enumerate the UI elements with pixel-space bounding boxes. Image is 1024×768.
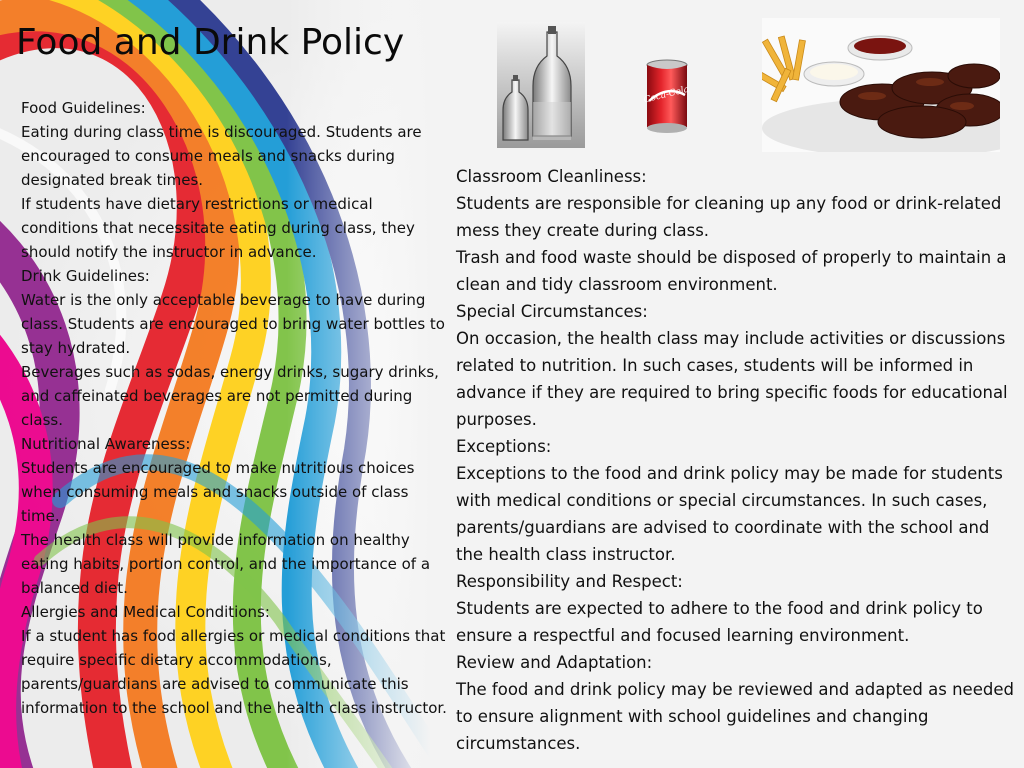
can-brand-logo: Coca-Cola	[642, 84, 691, 106]
section-heading-exceptions: Exceptions:	[456, 437, 552, 456]
policy-paragraph: The food and drink policy may be reviewed and adapted as needed to ensure alignment with school guidelines and changing circumstances.	[456, 680, 1014, 753]
left-policy-column	[21, 96, 449, 720]
policy-paragraph: If a student has food allergies or medical conditions that require specific dietary accommodations, parents/guardians are advised to communicate this information to the school and the health class instructor.	[21, 627, 447, 717]
policy-paragraph: Exceptions to the food and drink policy may be made for students with medical conditions or special circumstances. In such cases, parents/guardians are advised to coordinate with the school and the health class instructor.	[456, 464, 1003, 564]
policy-paragraph: Beverages such as sodas, energy drinks, sugary drinks, and caffeinated beverages are not permitted during class.	[21, 363, 439, 429]
section-heading-classroom-cleanliness: Classroom Cleanliness:	[456, 167, 647, 186]
food-plate-photo	[762, 18, 1000, 152]
section-heading-allergies: Allergies and Medical Conditions:	[21, 603, 270, 621]
policy-paragraph: On occasion, the health class may include activities or discussions related to nutrition. In such cases, students will be informed in advance if they are required to bring specific foods for educational purposes.	[456, 329, 1008, 429]
section-heading-review: Review and Adaptation:	[456, 653, 653, 672]
water-bottles-photo	[497, 22, 585, 148]
policy-paragraph: Trash and food waste should be disposed of properly to maintain a clean and tidy classroom environment.	[456, 248, 1007, 294]
policy-paragraph: The health class will provide information on healthy eating habits, portion control, and the importance of a balanced diet.	[21, 531, 431, 597]
slide-title: Food and Drink Policy	[16, 22, 405, 63]
policy-paragraph: Students are encouraged to make nutritious choices when consuming meals and snacks outside of class time.	[21, 459, 415, 525]
section-heading-nutritional-awareness: Nutritional Awareness:	[21, 435, 191, 453]
right-policy-column	[456, 163, 1016, 757]
soda-can-photo	[641, 57, 693, 137]
section-heading-food-guidelines: Food Guidelines:	[21, 99, 146, 117]
section-heading-drink-guidelines: Drink Guidelines:	[21, 267, 150, 285]
policy-paragraph: Students are expected to adhere to the food and drink policy to ensure a respectful and focused learning environment.	[456, 599, 983, 645]
section-heading-responsibility: Responsibility and Respect:	[456, 572, 683, 591]
policy-paragraph: Water is the only acceptable beverage to have during class. Students are encouraged to bring water bottles to stay hydrated.	[21, 291, 445, 357]
policy-paragraph: If students have dietary restrictions or medical conditions that necessitate eating during class, they should notify the instructor in advance.	[21, 195, 415, 261]
policy-paragraph: Eating during class time is discouraged. Students are encouraged to consume meals and snacks during designated break times.	[21, 123, 422, 189]
section-heading-special-circumstances: Special Circumstances:	[456, 302, 648, 321]
policy-paragraph: Students are responsible for cleaning up any food or drink-related mess they create during class.	[456, 194, 1002, 240]
